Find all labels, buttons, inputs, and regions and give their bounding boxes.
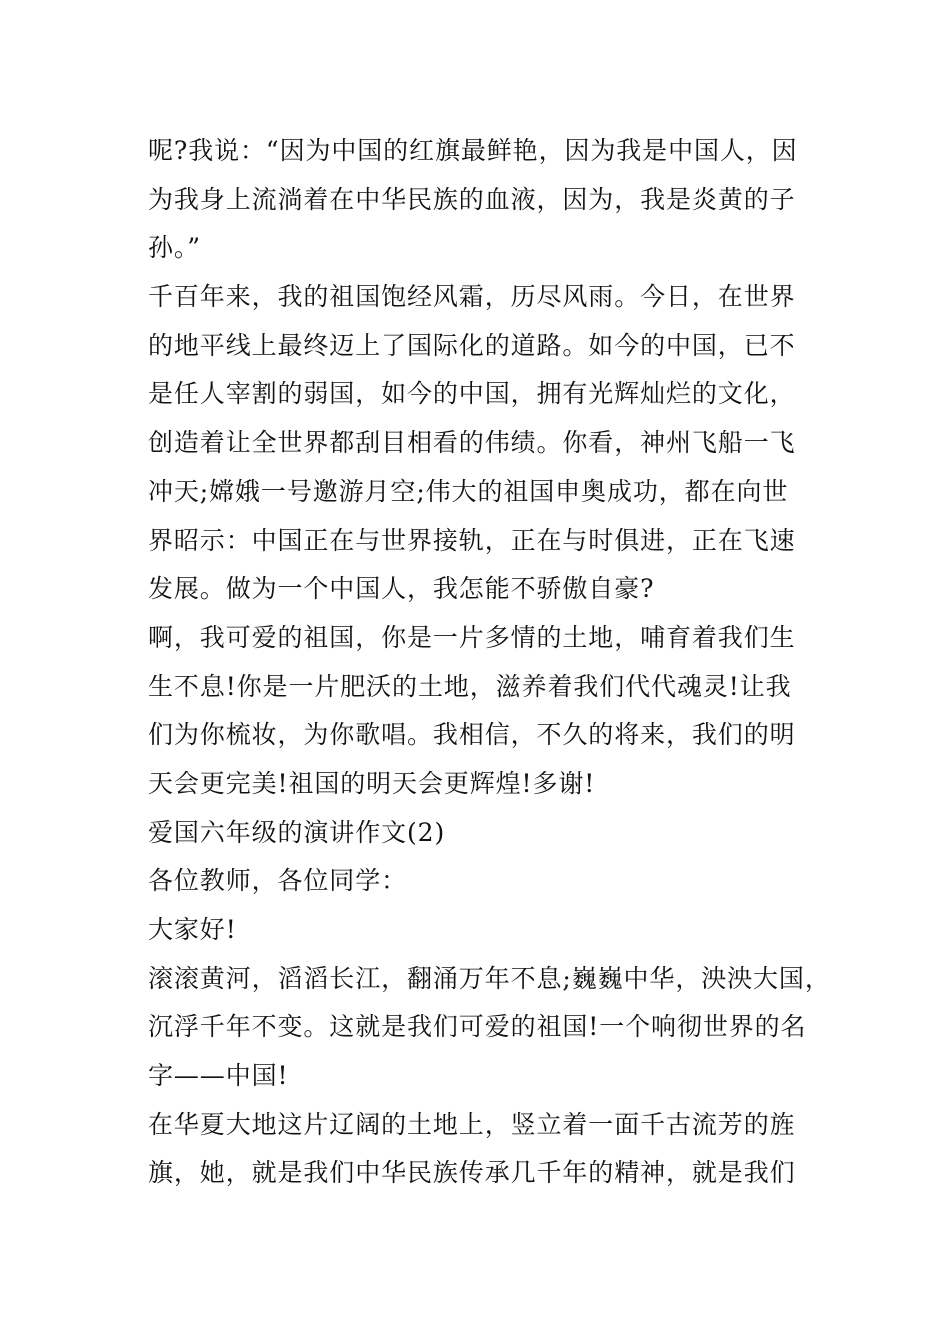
text-line: 们为你梳妆，为你歌唱。我相信，不久的将来，我们的明 bbox=[148, 720, 796, 750]
text-line: 创造着让全世界都刮目相看的伟绩。你看，神州飞船一飞 bbox=[148, 428, 796, 458]
text-line: 字——中国! bbox=[148, 1061, 289, 1091]
text-line: 啊，我可爱的祖国，你是一片多情的土地，哺育着我们生 bbox=[148, 622, 796, 652]
text-line: 旗，她，就是我们中华民族传承几千年的精神，就是我们 bbox=[148, 1158, 796, 1188]
section-heading: 爱国六年级的演讲作文(2) bbox=[148, 817, 446, 847]
text-line: 生不息!你是一片肥沃的土地，滋养着我们代代魂灵!让我 bbox=[148, 671, 792, 701]
text-line: 天会更完美!祖国的明天会更辉煌!多谢! bbox=[148, 768, 596, 798]
salutation: 各位教师，各位同学： bbox=[148, 866, 408, 896]
text-line: 千百年来，我的祖国饱经风霜，历尽风雨。今日，在世界 bbox=[148, 282, 796, 312]
document-body bbox=[148, 127, 831, 1198]
text-line: 发展。做为一个中国人，我怎能不骄傲自豪? bbox=[148, 574, 655, 604]
text-line: 呢?我说：“因为中国的红旗最鲜艳，因为我是中国人，因 bbox=[148, 136, 798, 165]
text-line: 是任人宰割的弱国，如今的中国，拥有光辉灿烂的文化， bbox=[148, 379, 796, 409]
text-line: 孙。” bbox=[148, 233, 201, 263]
text-line: 沉浮千年不变。这就是我们可爱的祖国!一个响彻世界的名 bbox=[148, 1012, 807, 1042]
text-line: 在华夏大地这片辽阔的土地上，竖立着一面千古流芳的旌 bbox=[148, 1109, 796, 1139]
text-line: 界昭示：中国正在与世界接轨，正在与时俱进，正在飞速 bbox=[148, 525, 796, 555]
text-line: 滚滚黄河，滔滔长江，翻涌万年不息;巍巍中华，泱泱大国， bbox=[148, 963, 831, 993]
text-line: 为我身上流淌着在中华民族的血液，因为，我是炎黄的子 bbox=[148, 184, 796, 214]
greeting: 大家好! bbox=[148, 915, 237, 944]
text-line: 冲天;嫦娥一号邀游月空;伟大的祖国申奥成功，都在向世 bbox=[148, 476, 789, 506]
text-line: 的地平线上最终迈上了国际化的道路。如今的中国，已不 bbox=[148, 330, 796, 360]
